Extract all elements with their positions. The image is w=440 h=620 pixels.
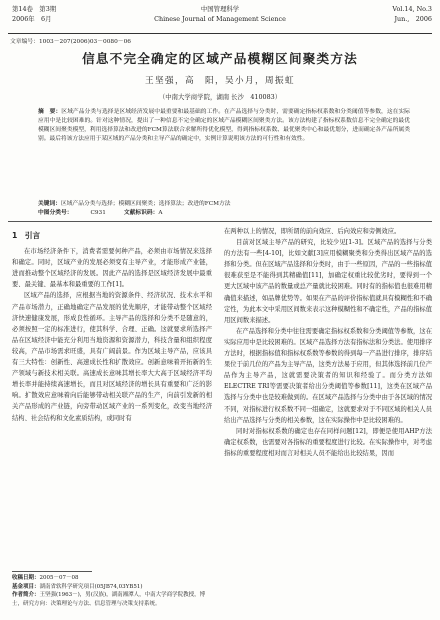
body-paragraph: 区域产品的选择，应根据当地的资源条件、经济状况、技术水平和产品市场潜力，正确地确定产品发展的优先顺序，才能带动整个区域经济快速健康发展，形成良性循环。主导产品的选择和分类不是随意的，必须按照一定的标准进行，使其科学、合理、正确。这就要求所选择产品在区域经济中能充分利用当地资源和资源潜力，科技含量和组织程度较高，产品市场需求旺盛，具有广阔前景。作为区域主导产品，应该具有三大特性：创新性、高速成长性和扩散效应。创新意味着开拓新的生产领域与新技术相关联。高速成长意味其增长率大大高于区域经济平均增长率并能持续高速增长，而且对区域经济的增长具有重要和广泛的影响。扩散效应意味着向后能够带动相关联产品的生产，向前引发新的相关产品形成的产业链，向旁带动区域产业的一系列变化，改变当地经济结构、社会结构和文化素质结构，或同时有	[12, 292, 212, 422]
classification-row	[38, 209, 163, 218]
document-code-value: A	[158, 210, 163, 216]
volume-issue-cn: 第14卷 第3期	[12, 5, 57, 13]
footnote	[12, 574, 212, 608]
author-bio	[12, 591, 212, 608]
section-heading-introduction: 1 引言	[12, 231, 41, 240]
keywords-text: 区域产品分类与选择；模糊区间聚类；选择算法；改进的FCM方法	[61, 201, 231, 207]
document-code-label: 文献标识码：	[123, 210, 159, 216]
footnote-divider	[12, 571, 92, 572]
body-paragraph: 同时对指标权系数的确定也存在同样问题[12]，即便是使用AHP方法确定权系数，也需要对各指标的重要程度进行比较。在实际操作中，对考虑指标的重要程度相对而言对相关人员不能给出比较结果，因而	[224, 427, 432, 457]
funding-value: 湖南省软科学研究项目(05JB74,03YB51)	[39, 583, 143, 590]
bio-label: 作者简介：	[12, 592, 40, 599]
body-paragraph: 在两种以上的情况，即所谓的前向效应、后向效应和旁侧效应。	[224, 228, 401, 235]
classification-label: 中图分类号：	[38, 210, 73, 216]
body-paragraph: 目前对区域主导产品的研究，比较少见[1-3]。区域产品的选择与分类的方法有一些[4-10]，比如文献[3]应用模糊聚类和分类得出区域产品的选择和分类。但在区域产品选择和分类时，由于一些原因，产品的一些指标值很难获至是不能得到其精确值[11]，加确定权重比较优劣时，要得到一个更大区域中该产品的数量或总产量就比较困难。同时有的指标值也很难用精确值来描述，如品牌优势等。如果在产品的评价指标值就具有模糊性和不确定性，为此本文中采用区间数来表示这种模糊性和不确定性，产品的指标值用区间数来描述。	[224, 239, 432, 324]
body-paragraph: 在产品选择和分类中往往需要确定指标权系数和分类阈值等参数，这在实际应用中是比较困难的。区域产品选择方法有指标法和分类法。使用排序方法时，根据指标值和指标权系数等参数的得到每一产品进行排序，排序结果位于前几位的产品为主导产品，这类方法易于应用，但其体选择前几位产品作为主导产品，这就需要决策者的知识和经验了。而分类方法如ELECTRE TRI等需要决策者给出分类阈值等参数[11]，这类在区域产品选择与分类中也是较难做到的。在区域产品选择与分类中由于各区域的情况不同，对指标进行权系数不同一组确定，这就要求对于不同区域的相关人员给出产品选择与分类的相关参数，这在实际操作中是比较困难的。	[224, 327, 432, 424]
header-right	[392, 4, 432, 24]
running-header	[6, 2, 434, 32]
left-column	[12, 226, 212, 424]
abstract-label: 摘 要：	[38, 109, 62, 115]
affiliation: （中南大学商学院，湖南 长沙 410083）	[158, 93, 282, 101]
header-divider	[8, 33, 432, 34]
document-code	[124, 210, 163, 216]
author-list: 王坚强，高 阳，吴小月，周振虹	[145, 76, 295, 86]
journal-name-en: Chinese Journal of Management Science	[154, 15, 286, 23]
funding-label: 基金项目：	[12, 583, 40, 590]
body-paragraph: 在市场经济条件下，消费者需要何种产品，必须由市场情况来选择和确定。同时，区域产业的发展必须变有主导产业，才能形成产业链，进而推动整个区域经济的发展。因此产品的选择是区域经济发展中最重要、最关键、最基本和最重要的工作[1]。	[12, 248, 212, 289]
received-label: 收稿日期：	[12, 575, 40, 581]
classification	[38, 210, 106, 216]
keywords	[38, 200, 231, 209]
paper-title: 信息不完全确定的区域产品模糊区间聚类方法	[82, 51, 358, 66]
right-column	[224, 226, 432, 459]
date-en: Jun., 2006	[394, 15, 432, 23]
received-date	[12, 574, 212, 583]
volume-issue-en: Vol.14, No.3	[392, 5, 432, 13]
body-divider	[8, 221, 432, 222]
bio-value: 王坚强(1963－)，男(汉族)，湖南湘潭人，中南大学商学院教授，博士，研究方向：决策理论与方法、信息管理与决策支持系统。	[12, 592, 206, 607]
year-month-cn: 2006年 6月	[12, 15, 52, 23]
abstract	[38, 108, 410, 144]
header-center	[6, 4, 434, 24]
classification-value: C931	[90, 210, 106, 216]
funding	[12, 583, 212, 592]
keywords-label: 关键词：	[38, 201, 61, 207]
journal-name-cn: 中国管理科学	[200, 5, 240, 13]
article-number: 文章编号：1003－207(2006)03－0080－06	[10, 39, 131, 45]
received-value: 2005－07－08	[39, 575, 79, 581]
abstract-text: 区域产品分类与选择是区域经济发展中最重要和最基础的工作。在产品选择与分类时，需要确定指标权系数和分类阈值等参数，这在实际应用中是比较困难的。针对这种情况，提出了一种信息不完全确定的区域产品模糊区间聚类方法。该方法构建了指标权系数信息不完全确定的最优模糊区间聚类模型，利用选择算法和改进的FCM算法联合求解所得优化模型，得到指标权系数、最优聚类中心和最优划分，进而确定各产品所属类别。最后将该方法应用于某区域的产品分类和主导产品的确定中，实例计算说明该方法的可行性和有效性。	[38, 109, 411, 143]
